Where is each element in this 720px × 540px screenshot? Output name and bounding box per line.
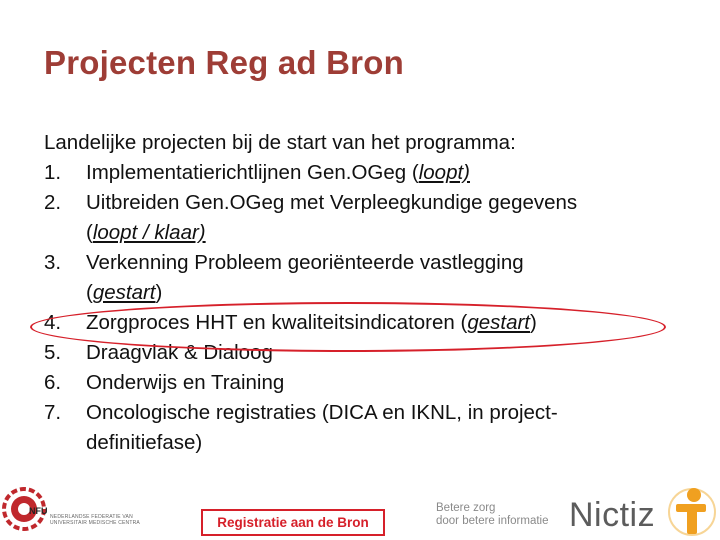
paren-close: ) xyxy=(530,311,537,334)
item-text xyxy=(86,248,704,308)
nfu-logo-text: NFU xyxy=(29,506,48,516)
item-number: 1. xyxy=(44,161,62,184)
hht-label: HHT xyxy=(195,311,238,334)
paren-close: ) xyxy=(155,281,163,304)
item-text xyxy=(86,158,704,188)
tagline-line-1: Betere zorg xyxy=(436,502,496,514)
intro-text: Landelijke projecten bij de start van het programma: xyxy=(44,131,516,154)
nictiz-logo-text: Nictiz xyxy=(569,496,656,534)
status-note: loopt / klaar) xyxy=(92,221,206,244)
item-text-main: Uitbreiden Gen.OGeg met Verpleegkundige gegevens xyxy=(86,191,578,214)
item-text-main: Oncologische registraties (DICA en IKNL, in project- xyxy=(86,401,558,424)
slide-title: Projecten Reg ad Bron xyxy=(44,44,404,81)
status-note: loopt) xyxy=(418,161,470,184)
nfu-small-text: NEDERLANDSE FEDERATIE VAN UNIVERSITAIR MEDISCHE CENTRA xyxy=(50,514,140,526)
nictiz-mark-icon xyxy=(666,486,718,538)
item-text: Onderwijs en Training xyxy=(86,371,285,394)
list-item-6 xyxy=(44,368,704,398)
highlight-ellipse xyxy=(30,302,666,352)
list-item-1 xyxy=(44,158,704,188)
status-note: gestart xyxy=(92,281,156,304)
item-text xyxy=(86,398,704,458)
list-item-3 xyxy=(44,248,704,308)
nfu-logo xyxy=(2,484,172,534)
item-text xyxy=(86,188,704,248)
item-text: Draagvlak & Dialoog xyxy=(86,341,273,364)
item-text-main: Verkenning Probleem georiënteerde vastlegging xyxy=(86,251,524,274)
tagline xyxy=(436,502,549,528)
item-number: 6. xyxy=(44,371,62,394)
list-item-7 xyxy=(44,398,704,458)
item-subline xyxy=(86,281,162,304)
item-text-mid: en kwaliteitsindicatoren ( xyxy=(237,311,468,334)
item-text-main: Zorgproces xyxy=(86,311,196,334)
registratie-button[interactable]: Registratie aan de Bron xyxy=(201,509,385,536)
slide-body xyxy=(44,128,704,458)
paren-open: ( xyxy=(86,281,93,304)
item-text-main: Implementatierichtlijnen Gen.OGeg ( xyxy=(86,161,419,184)
tagline-line-2: door betere informatie xyxy=(436,515,549,527)
item-subline: definitiefase) xyxy=(86,431,203,454)
item-number: 5. xyxy=(44,341,62,364)
item-number: 7. xyxy=(44,401,62,424)
paren-open: ( xyxy=(86,221,93,244)
item-number: 2. xyxy=(44,191,62,214)
item-subline xyxy=(86,221,206,244)
status-note: gestart xyxy=(467,311,530,334)
item-number: 3. xyxy=(44,251,62,274)
item-number: 4. xyxy=(44,311,62,334)
list-item-2 xyxy=(44,188,704,248)
